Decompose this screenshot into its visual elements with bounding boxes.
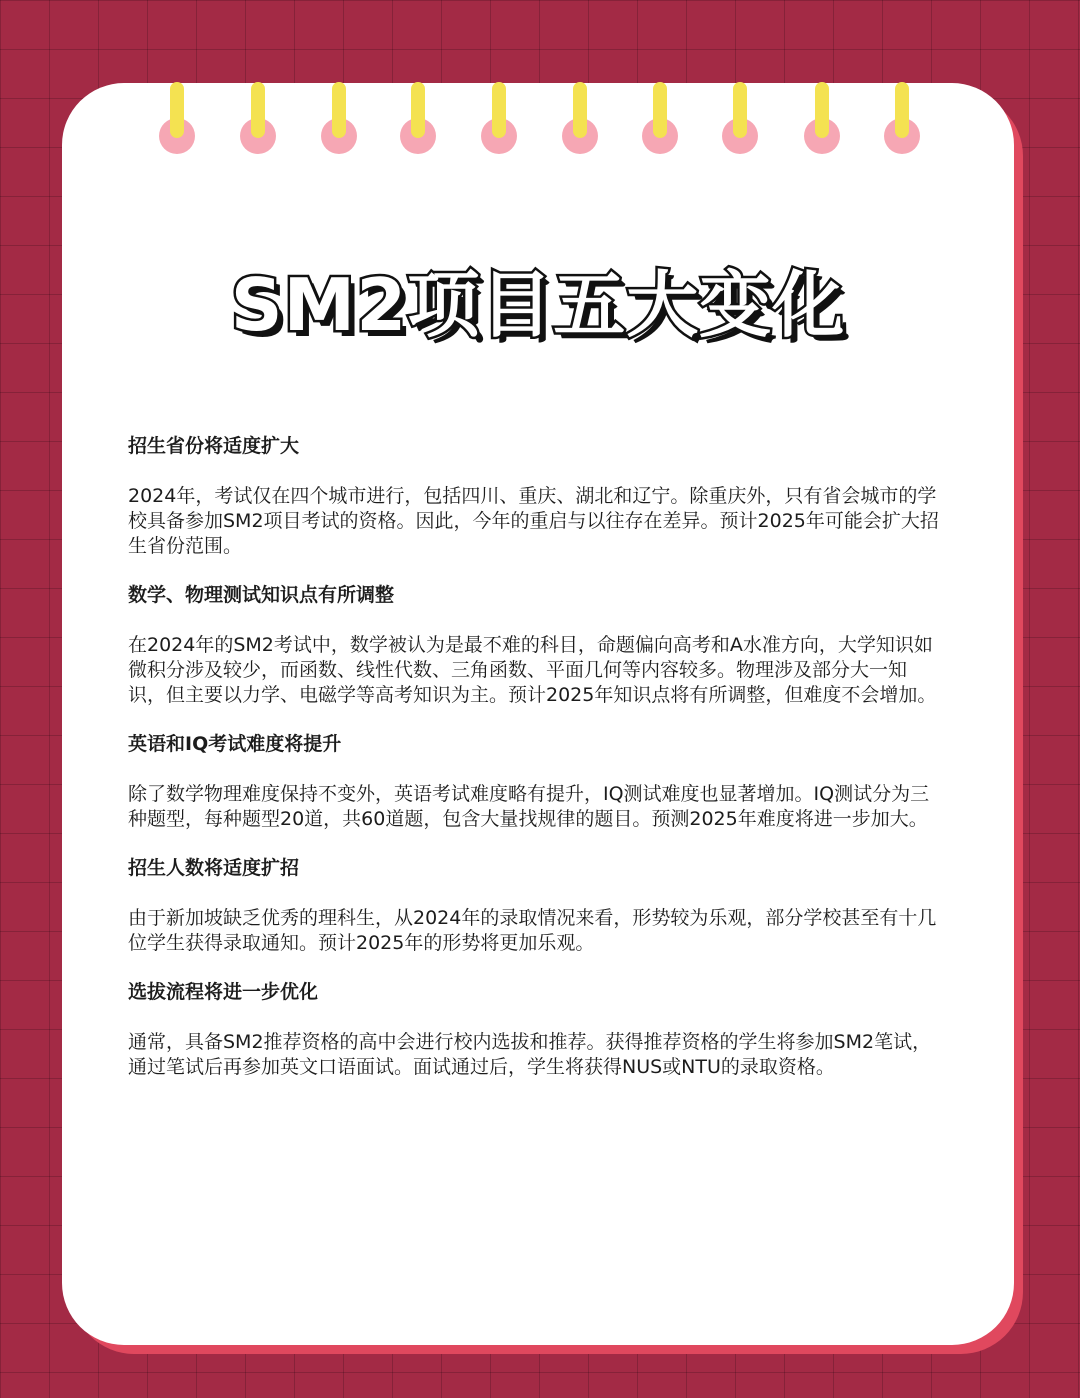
binder-ring (641, 82, 679, 154)
section-body: 2024年，考试仅在四个城市进行，包括四川、重庆、湖北和辽宁。除重庆外，只有省会城市的学校具备参加SM2项目考试的资格。因此，今年的重启与以往存在差异。预计2025年可能会扩大招生省份范围。 (128, 485, 939, 557)
ring-clip (895, 82, 909, 138)
ring-clip (492, 82, 506, 138)
section-body: 在2024年的SM2考试中，数学被认为是最不难的科目，命题偏向高考和A水准方向，大学知识如微积分涉及较少，而函数、线性代数、三角函数、平面几何等内容较多。物理涉及部分大一知识，但主要以力学、电磁学等高考知识为主。预计2025年知识点将有所调整，但难度不会增加。 (128, 634, 937, 706)
ring-clip (332, 82, 346, 138)
binder-ring (158, 82, 196, 154)
article-content (128, 434, 942, 1104)
ring-clip (573, 82, 587, 138)
page-title: SM2项目五大变化 (230, 263, 846, 347)
section-heading: 招生人数将适度扩招 (128, 857, 300, 879)
section-english-iq (128, 732, 942, 832)
binder-ring (803, 82, 841, 154)
binder-ring (239, 82, 277, 154)
binder-ring (561, 82, 599, 154)
section-heading: 数学、物理测试知识点有所调整 (128, 584, 395, 606)
section-heading: 英语和IQ考试难度将提升 (128, 733, 342, 755)
binder-ring (883, 82, 921, 154)
section-heading: 选拔流程将进一步优化 (128, 981, 319, 1003)
ring-clip (815, 82, 829, 138)
binder-ring (320, 82, 358, 154)
section-body: 通常，具备SM2推荐资格的高中会进行校内选拔和推荐。获得推荐资格的学生将参加SM2笔试，通过笔试后再参加英文口语面试。面试通过后，学生将获得NUS或NTU的录取资格。 (128, 1031, 932, 1078)
section-selection-process (128, 980, 942, 1080)
ring-clip (653, 82, 667, 138)
section-math-physics (128, 583, 942, 708)
ring-clip (411, 82, 425, 138)
section-body: 除了数学物理难度保持不变外，英语考试难度略有提升，IQ测试难度也显著增加。IQ测试分为三种题型，每种题型20道，共60道题，包含大量找规律的题目。预测2025年难度将进一步加大。 (128, 783, 930, 830)
ring-clip (170, 82, 184, 138)
section-enrollment (128, 856, 942, 956)
ring-clip (733, 82, 747, 138)
ring-clip (251, 82, 265, 138)
section-heading: 招生省份将适度扩大 (128, 435, 300, 457)
binder-ring (399, 82, 437, 154)
binder-ring (721, 82, 759, 154)
section-expand-provinces (128, 434, 942, 559)
section-body: 由于新加坡缺乏优秀的理科生，从2024年的录取情况来看，形势较为乐观，部分学校甚至有十几位学生获得录取通知。预计2025年的形势将更加乐观。 (128, 907, 937, 954)
binder-ring (480, 82, 518, 154)
